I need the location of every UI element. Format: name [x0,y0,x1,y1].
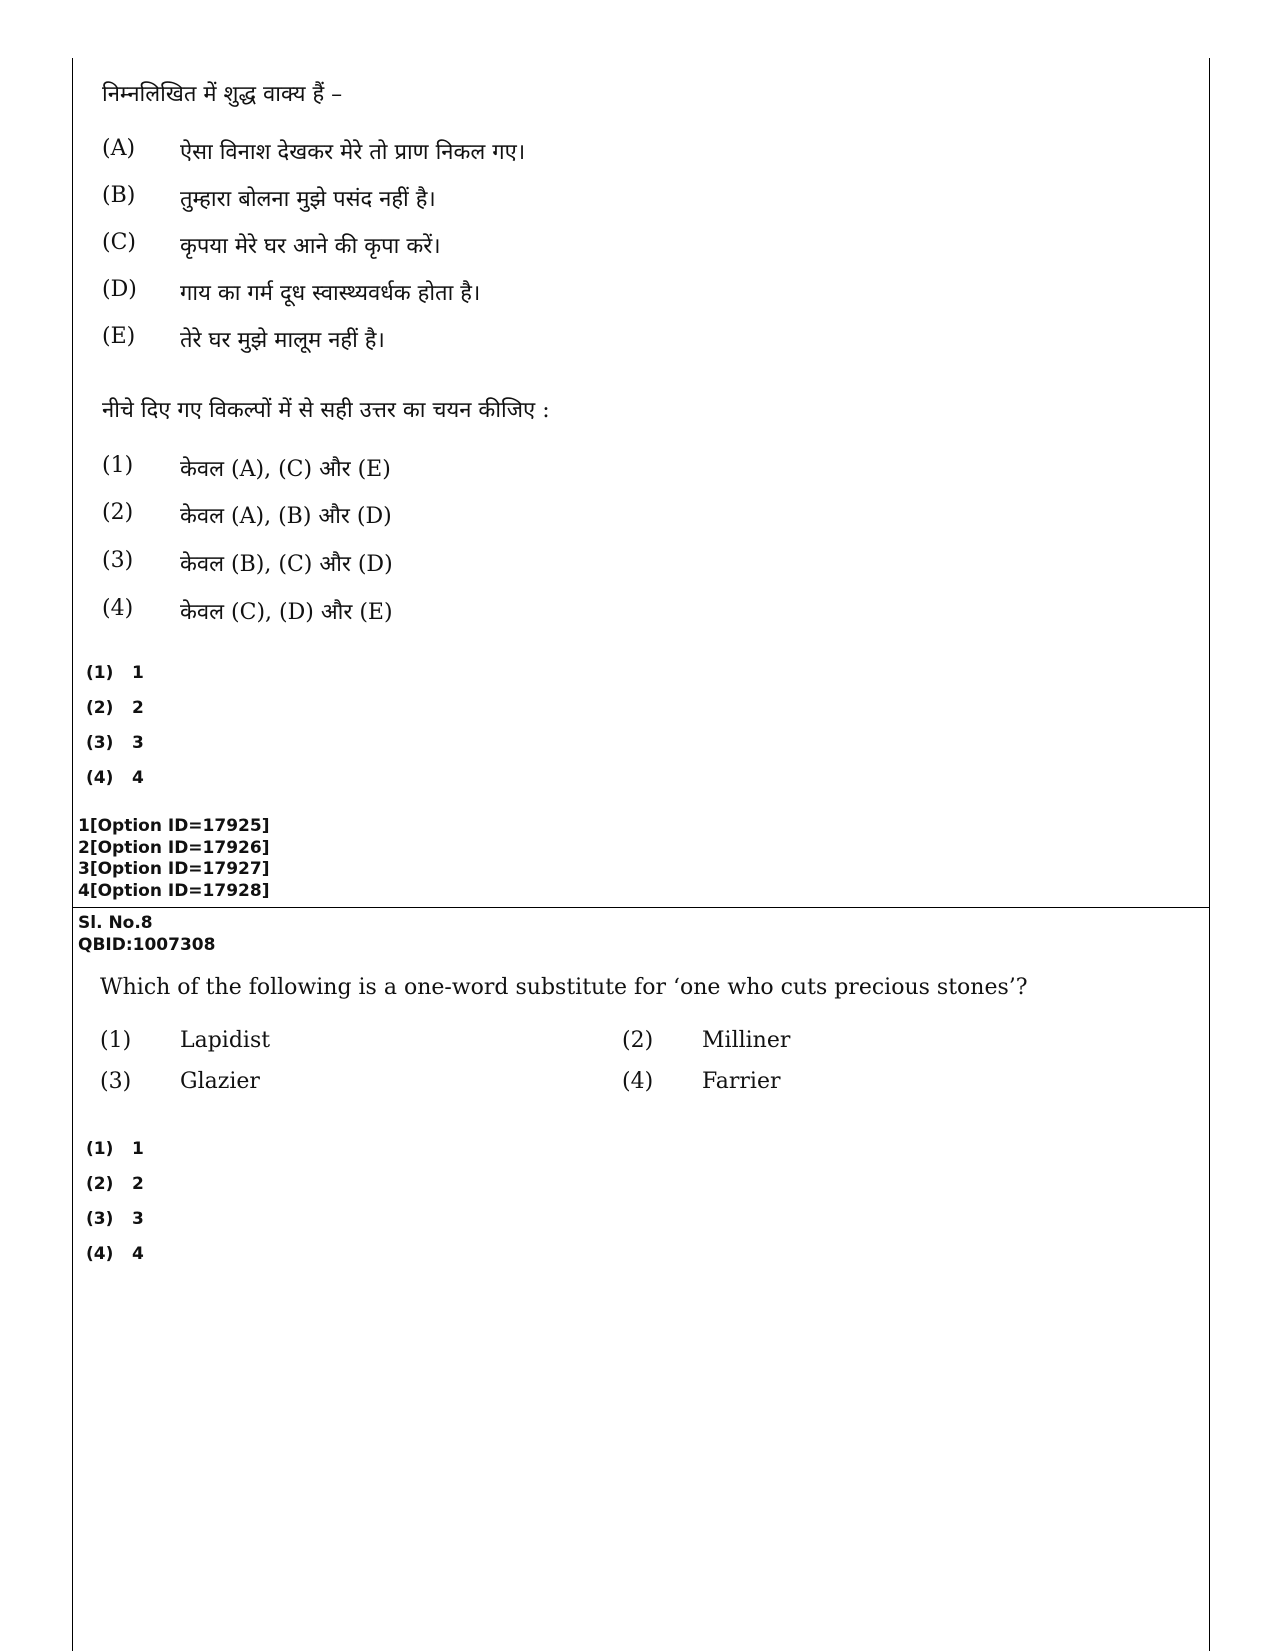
answer-number: (4) [86,768,114,788]
choice-3 [102,548,393,578]
option-id: 1[Option ID=17925] [78,816,270,836]
choice-label: (1) [102,453,134,478]
instruction-text: नीचे दिए गए विकल्पों में से सही उत्तर का चयन कीजिए : [102,398,550,423]
statement-d [102,277,480,307]
option-id-list [78,816,269,902]
option-id: 2[Option ID=17926] [78,837,270,858]
choice-4 [102,596,393,626]
statement-label: (B) [102,183,136,208]
choice-text: Glazier [180,1069,260,1094]
choice-1 [102,453,391,483]
answer-number: (1) [86,1139,114,1159]
choice-text: केवल (B), (C) और (D) [180,552,393,577]
qbid: QBID:1007308 [78,935,216,955]
right-border-line [1209,58,1210,1651]
statement-label: (D) [102,277,137,302]
statement-label: (C) [102,230,136,255]
answer-number: (2) [86,1174,114,1194]
statement-b [102,183,436,213]
choice-text: Farrier [702,1069,781,1094]
answer-value: 2 [132,1174,144,1194]
answer-number: (3) [86,1209,114,1229]
statement-e [102,324,385,354]
answer-value: 1 [132,1139,144,1159]
answer-value: 4 [132,768,144,788]
answer-value: 1 [132,663,144,683]
statement-label: (A) [102,136,136,161]
choice-2 [102,500,392,530]
choice-text: Milliner [702,1028,791,1053]
choice-1 [100,1028,270,1053]
choice-label: (1) [100,1028,132,1053]
left-border-line [72,58,73,1651]
statement-text: ऐसा विनाश देखकर मेरे तो प्राण निकल गए। [180,140,526,165]
answer-number: (4) [86,1244,114,1264]
choice-text: Lapidist [180,1028,271,1053]
answer-option-2[interactable] [86,696,144,731]
answer-option-2[interactable] [86,1172,144,1207]
question-separator [72,907,1210,908]
answer-value: 3 [132,733,144,753]
choice-3 [100,1069,260,1094]
choice-label: (3) [100,1069,132,1094]
answer-option-1[interactable] [86,661,144,696]
choice-text: केवल (A), (C) और (E) [180,457,391,482]
statement-text: तुम्हारा बोलना मुझे पसंद नहीं है। [180,187,436,212]
answer-value: 3 [132,1209,144,1229]
answer-value: 2 [132,698,144,718]
option-id: 3[Option ID=17927] [78,859,270,879]
answer-value: 4 [132,1244,144,1264]
answer-option-1[interactable] [86,1137,144,1172]
serial-number: Sl. No.8 [78,913,153,933]
statement-text: कृपया मेरे घर आने की कृपा करें। [180,234,441,259]
answer-option-4[interactable] [86,1242,144,1277]
option-id: 4[Option ID=17928] [78,880,270,901]
choice-4 [622,1069,781,1094]
choice-label: (2) [102,500,134,525]
choice-2 [622,1028,790,1053]
question-stem: Which of the following is a one-word substitute for ‘one who cuts precious stones’? [100,975,1028,1000]
choice-label: (3) [102,548,134,573]
answer-option-3[interactable] [86,1207,144,1242]
answer-number: (2) [86,698,114,718]
choice-label: (4) [102,596,134,621]
choice-text: केवल (C), (D) और (E) [180,600,393,625]
answer-number: (3) [86,733,114,753]
answer-options [86,1137,144,1277]
answer-option-4[interactable] [86,766,144,801]
statement-a [102,136,525,166]
answer-options [86,661,144,801]
choice-text: केवल (A), (B) और (D) [180,504,392,529]
statement-text: तेरे घर मुझे मालूम नहीं है। [180,328,385,353]
statement-text: गाय का गर्म दूध स्वास्थ्यवर्धक होता है। [180,281,481,306]
statement-c [102,230,441,260]
question-stem: निम्नलिखित में शुद्ध वाक्य हैं – [102,82,343,107]
choice-label: (2) [622,1028,654,1053]
answer-option-3[interactable] [86,731,144,766]
answer-number: (1) [86,663,114,683]
statement-label: (E) [102,324,136,349]
choice-label: (4) [622,1069,654,1094]
